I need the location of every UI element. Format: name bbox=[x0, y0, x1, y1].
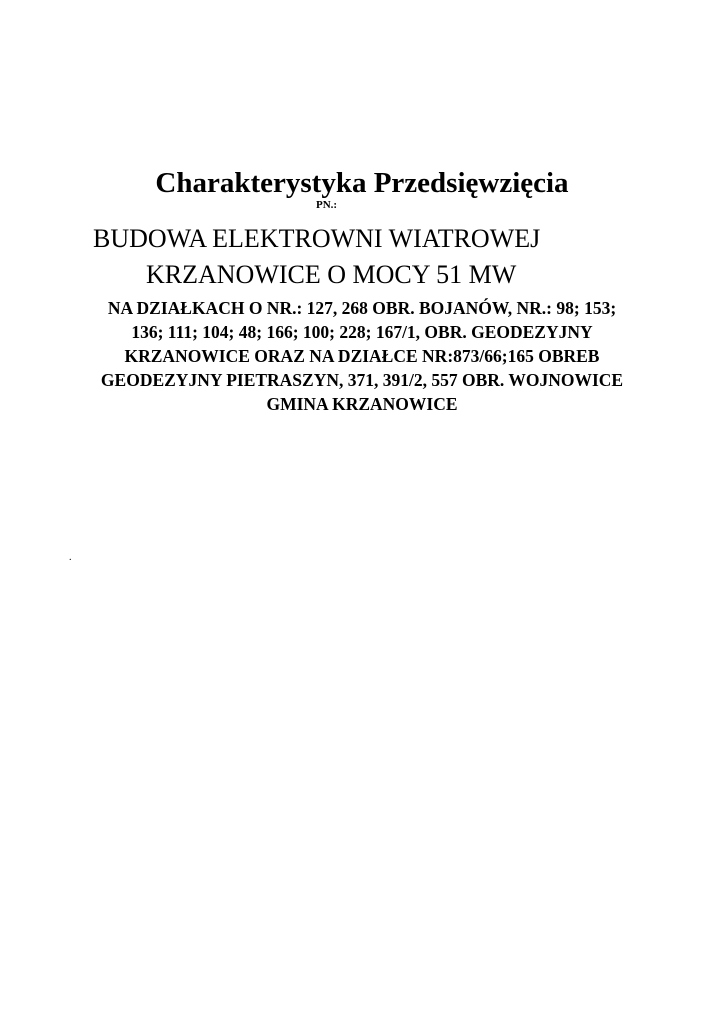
location-line-5: GMINA KRZANOWICE bbox=[266, 394, 458, 414]
document-title: Charakterystyka Przedsięwzięcia bbox=[155, 167, 569, 199]
project-heading-text-2: KRZANOWICE O MOCY 51 MW bbox=[146, 260, 517, 289]
location-line-1: NA DZIAŁKACH O NR.: 127, 268 OBR. BOJANÓW, NR.: 98; 153; bbox=[107, 298, 617, 318]
location-line-4: GEODEZYJNY PIETRASZYN, 371, 391/2, 557 OBR. WOJNOWICE bbox=[100, 370, 624, 390]
location-line-3: KRZANOWICE ORAZ NA DZIAŁCE NR:873/66;165 OBREB bbox=[124, 346, 600, 366]
location-line-2: 136; 111; 104; 48; 166; 100; 228; 167/1, OBR. GEODEZYJNY bbox=[131, 322, 593, 342]
project-heading-text-1: BUDOWA ELEKTROWNI WIATROWEJ bbox=[93, 224, 541, 253]
stray-mark: . bbox=[69, 552, 72, 563]
pn-label: PN.: bbox=[316, 199, 338, 211]
